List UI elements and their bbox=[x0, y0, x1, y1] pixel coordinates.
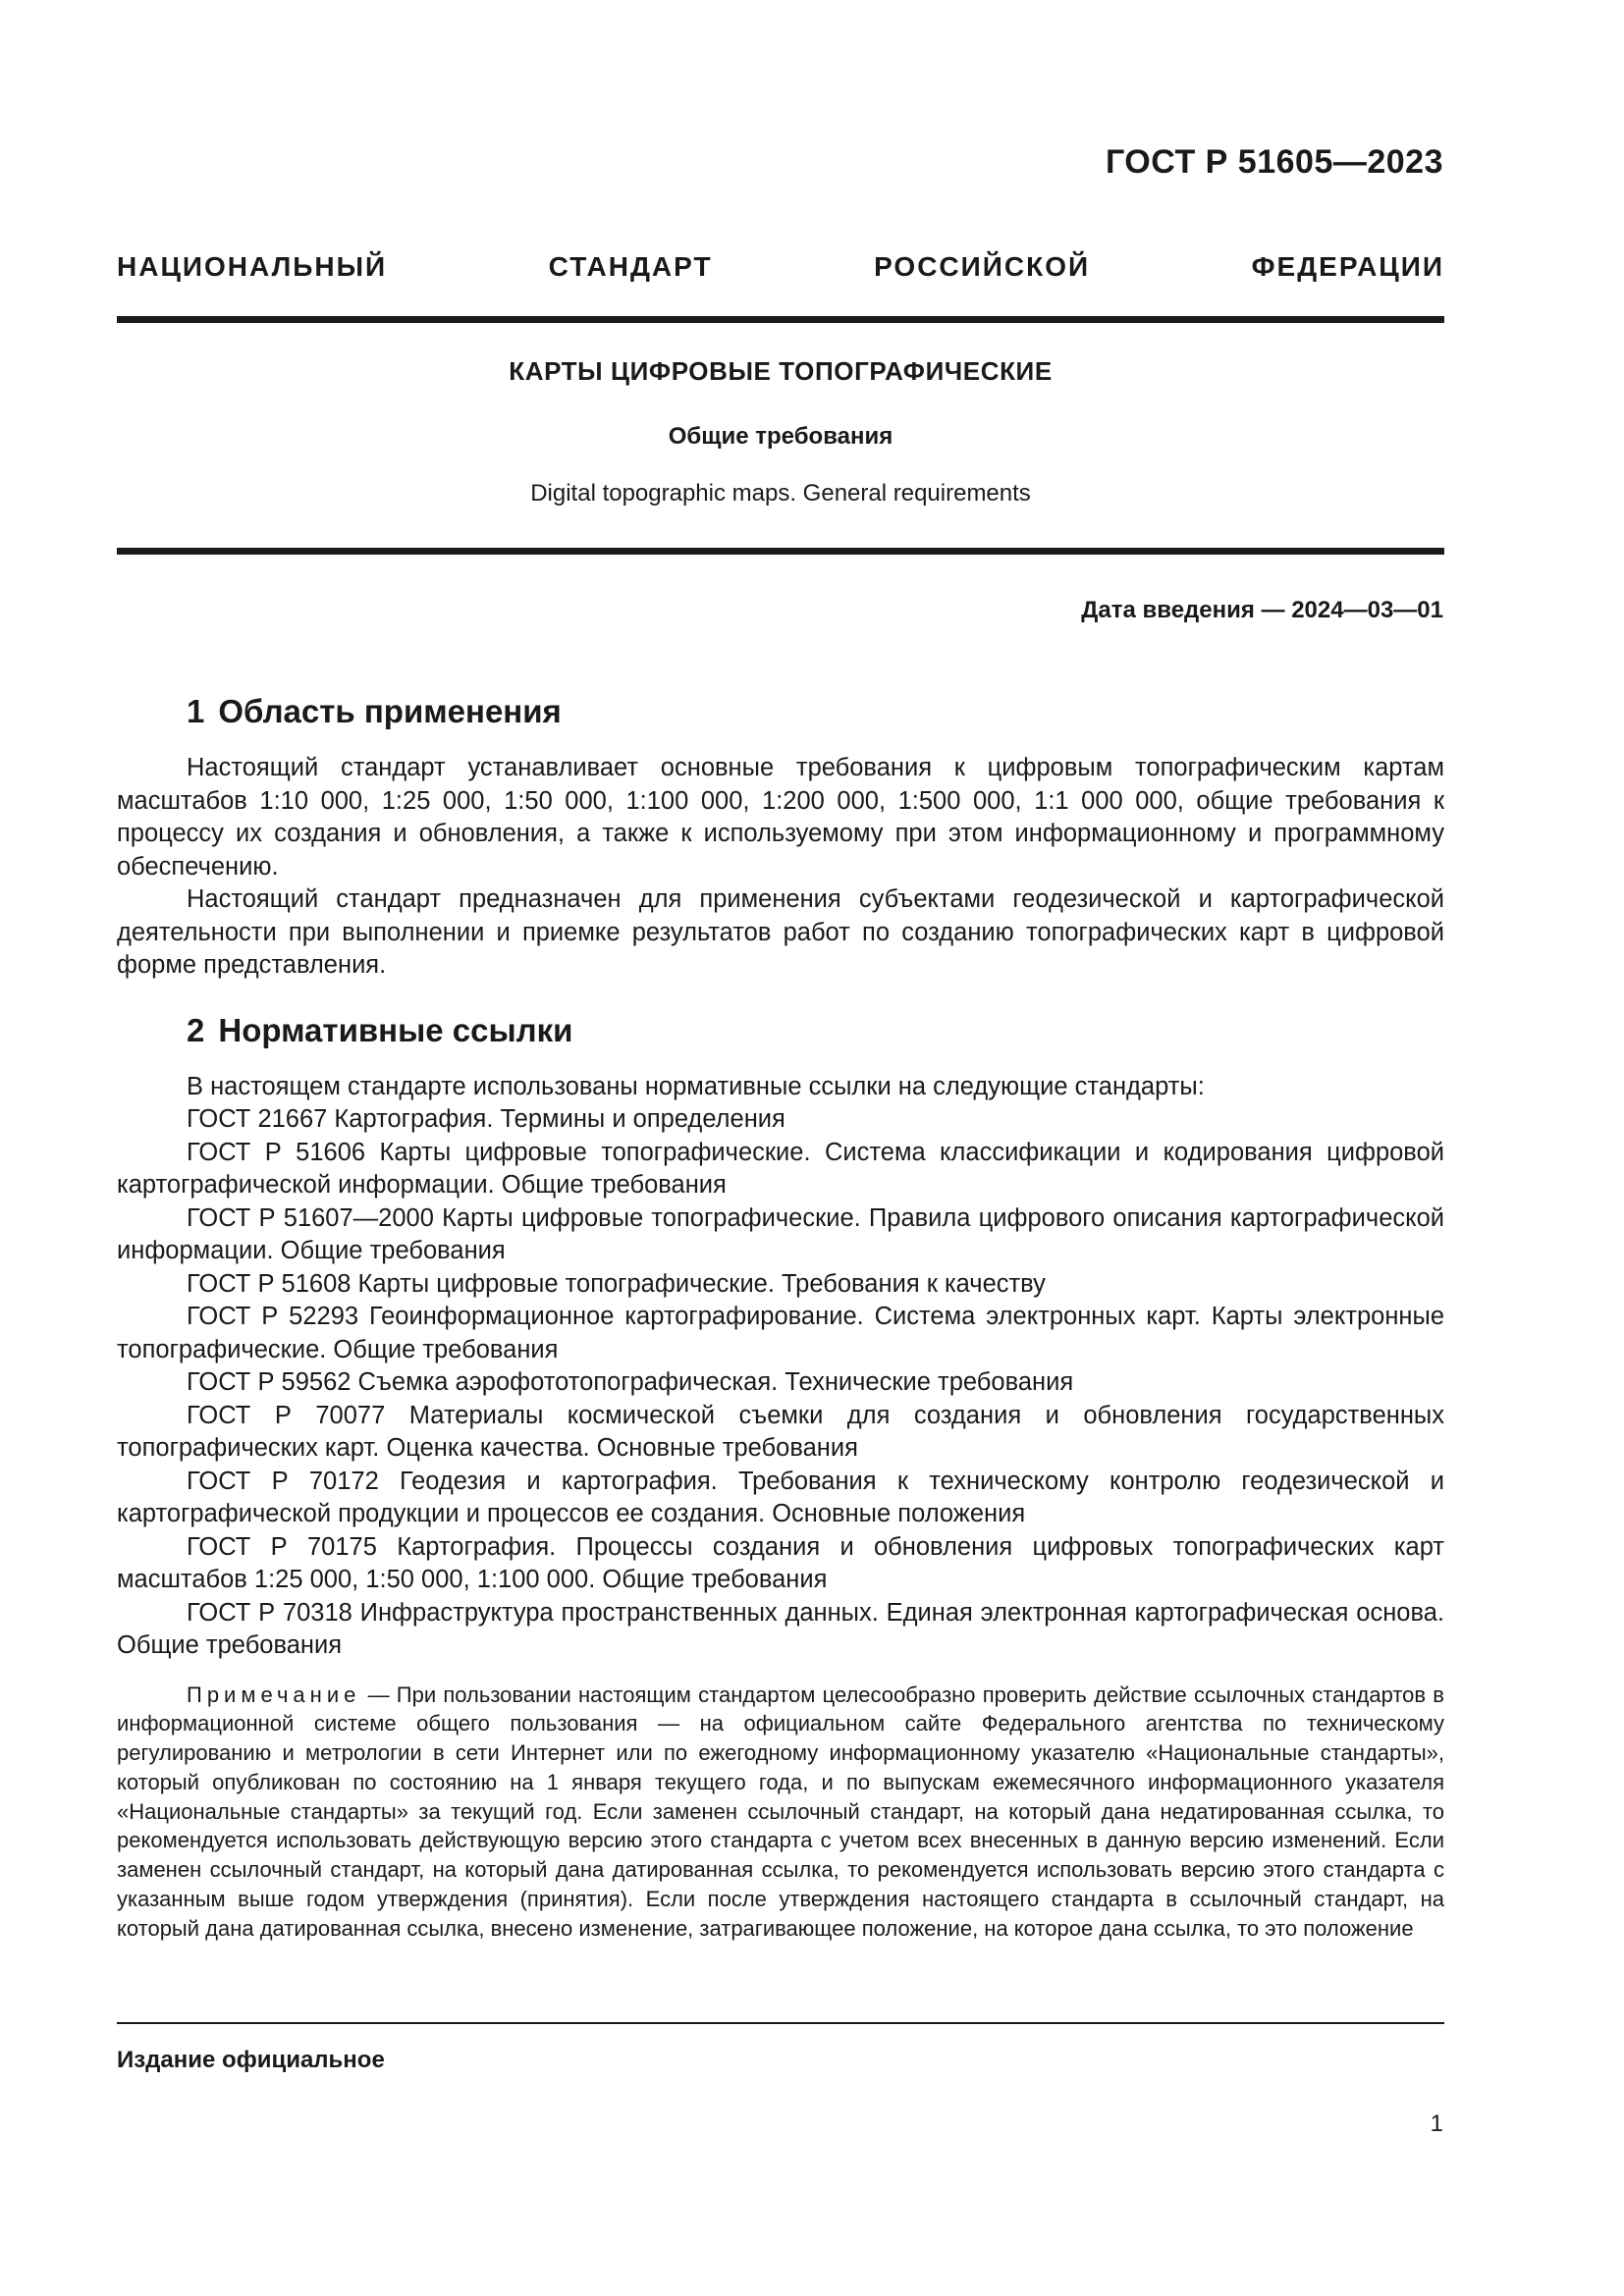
section-number: 2 bbox=[187, 1011, 205, 1048]
reference-item: ГОСТ Р 51607—2000 Карты цифровые топографические. Правила цифрового описания картографической информации. Общие требования bbox=[117, 1203, 1444, 1264]
reference-item: ГОСТ Р 51608 Карты цифровые топографические. Требования к качеству bbox=[187, 1269, 1046, 1298]
title-divider bbox=[117, 548, 1444, 555]
document-subtitle: Общие требования bbox=[668, 423, 893, 450]
reference-item: ГОСТ Р 70318 Инфраструктура пространственных данных. Единая электронная картографическая основа. Общие требования bbox=[117, 1598, 1444, 1659]
edition-label: Издание официальное bbox=[117, 2047, 385, 2073]
section-title-text: Область применения bbox=[218, 693, 562, 729]
section-number: 1 bbox=[187, 693, 205, 729]
note-label: Примечание bbox=[187, 1682, 361, 1707]
reference-item: ГОСТ Р 52293 Геоинформационное картографирование. Система электронных карт. Карты электронные топографические. Общие требования bbox=[117, 1303, 1444, 1363]
section-scope bbox=[117, 693, 1444, 983]
top-divider bbox=[117, 316, 1444, 323]
document-body bbox=[117, 693, 1444, 1965]
paragraph: Настоящий стандарт предназначен для применения субъектами геодезической и картографической деятельности при выполнении и приемке результатов работ по созданию топографических карт в цифровой форме представления. bbox=[117, 885, 1444, 979]
note-text: — При пользовании настоящим стандартом целесообразно проверить действие ссылочных стандартов в информационной системе общего пользования — на официальном сайте Федерального агентства по техническому регулированию и метрологии в сети Интернет или по ежегодному информационному указателю «Национальные стандарты», который опубликован по состоянию на 1 января текущего года, и по выпускам ежемесячного информационного указателя «Национальные стандарты» за текущий год. Если заменен ссылочный стандарт, на который дана недатированная ссылка, то рекомендуется использовать действующую версию этого стандарта с учетом всех внесенных в данную версию изменений. Если заменен ссылочный стандарт, на который дана датированная ссылка, то рекомендуется использовать версию этого стандарта с указанным выше годом утверждения (принятия). Если после утверждения настоящего стандарта в ссылочный стандарт, на который дана датированная ссылка, внесено изменение, затрагивающее положение, на которое дана ссылка, то это положение bbox=[117, 1682, 1444, 1941]
reference-item: ГОСТ Р 51606 Карты цифровые топографические. Система классификации и кодирования цифровой картографической информации. Общие требования bbox=[117, 1138, 1444, 1199]
reference-item: ГОСТ 21667 Картография. Термины и определения bbox=[187, 1105, 785, 1133]
introduction-date: Дата введения — 2024—03—01 bbox=[1081, 597, 1443, 623]
section-normative-references bbox=[117, 1012, 1444, 1944]
footer-divider bbox=[117, 2022, 1444, 2024]
section-title-text: Нормативные ссылки bbox=[218, 1011, 573, 1048]
reference-item: ГОСТ Р 70077 Материалы космической съемки для создания и обновления государственных топографических карт. Оценка качества. Основные требования bbox=[117, 1401, 1444, 1462]
paragraph: В настоящем стандарте использованы нормативные ссылки на следующие стандарты: bbox=[187, 1072, 1205, 1100]
page-number: 1 bbox=[1430, 2110, 1443, 2137]
document-number: ГОСТ Р 51605—2023 bbox=[1105, 143, 1443, 181]
section-heading bbox=[117, 1012, 1444, 1049]
note bbox=[117, 1681, 1444, 1944]
reference-item: ГОСТ Р 70175 Картография. Процессы создания и обновления цифровых топографических карт масштабов 1:25 000, 1:50 000, 1:100 000. Общие требования bbox=[117, 1532, 1444, 1593]
national-standard-title: НАЦИОНАЛЬНЫЙ СТАНДАРТ РОССИЙСКОЙ ФЕДЕРАЦИИ bbox=[117, 251, 1444, 282]
document-title: КАРТЫ ЦИФРОВЫЕ ТОПОГРАФИЧЕСКИЕ bbox=[509, 356, 1053, 386]
section-heading bbox=[117, 693, 1444, 730]
reference-list bbox=[117, 1103, 1444, 1663]
paragraph: Настоящий стандарт устанавливает основные требования к цифровым топографическим картам масштабов 1:10 000, 1:25 000, 1:50 000, 1:100 000, 1:200 000, 1:500 000, 1:1 000 000, общие требования к процессу их создания и обновления, а также к используемому при этом информационному и программному обеспечению. bbox=[117, 754, 1444, 881]
english-title: Digital topographic maps. General requirements bbox=[530, 480, 1031, 507]
reference-item: ГОСТ Р 70172 Геодезия и картография. Требования к техническому контролю геодезической и картографической продукции и процессов ее создания. Основные положения bbox=[117, 1467, 1444, 1527]
reference-item: ГОСТ Р 59562 Съемка аэрофототопографическая. Технические требования bbox=[187, 1368, 1074, 1396]
